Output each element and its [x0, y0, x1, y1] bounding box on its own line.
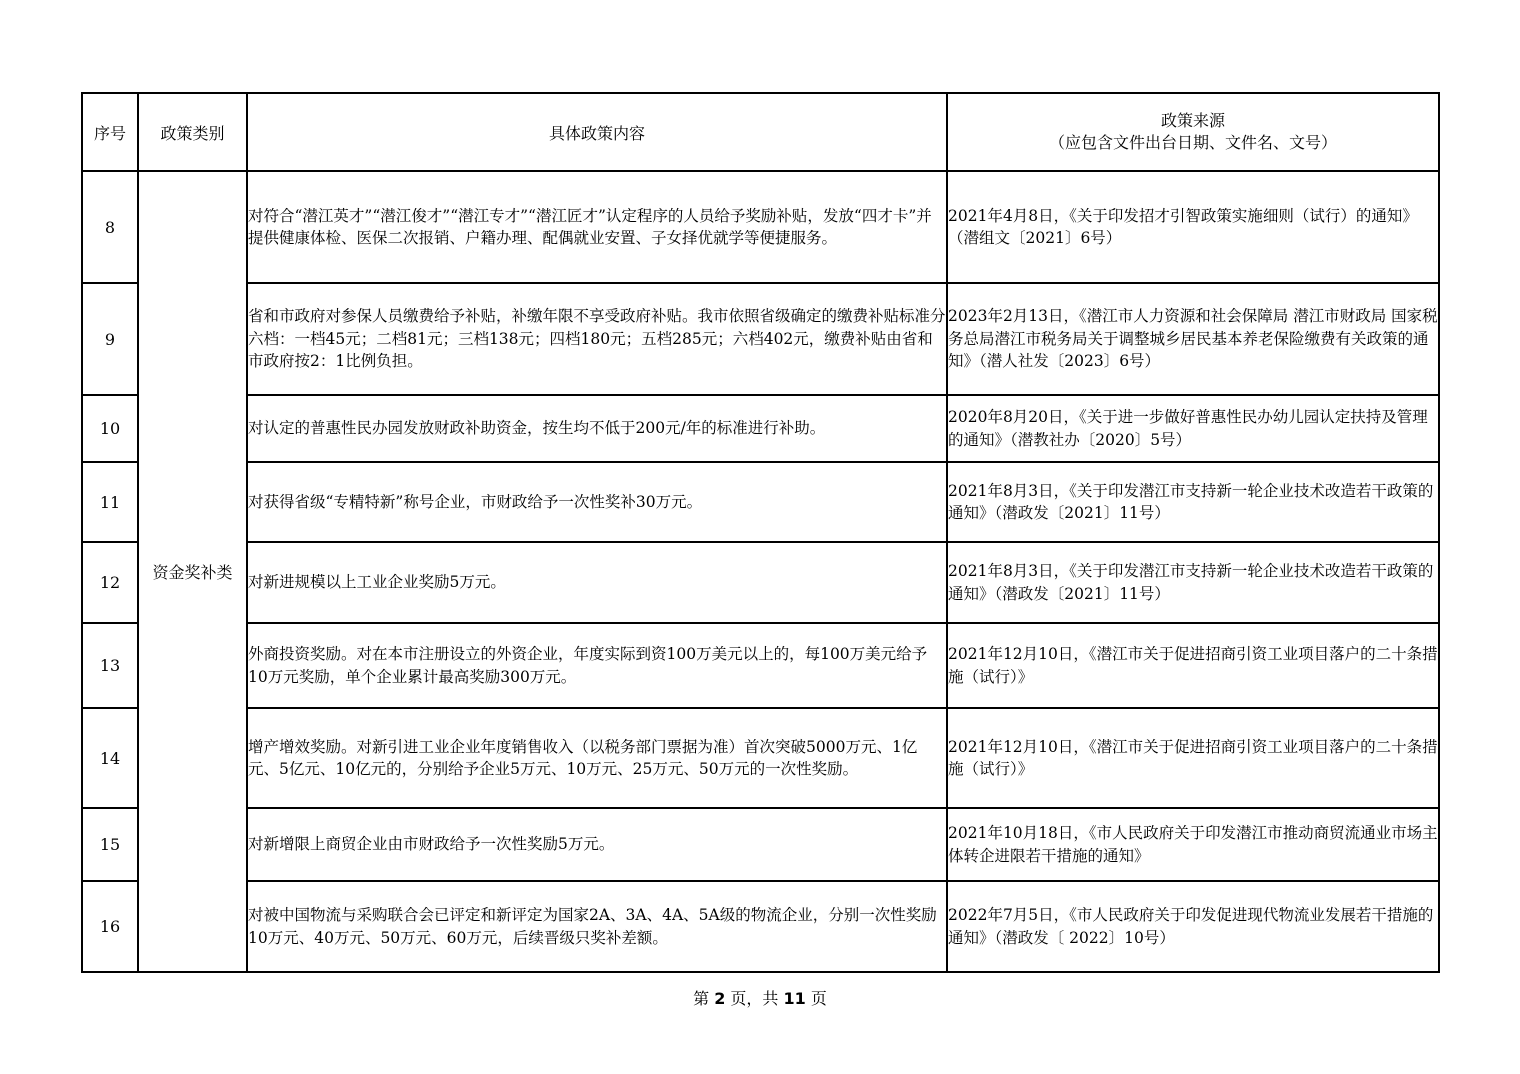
policy-content: 对新进规模以上工业企业奖励5万元。	[247, 542, 947, 623]
table-row	[82, 708, 1439, 808]
row-number: 14	[82, 708, 138, 808]
header-source	[947, 93, 1439, 171]
row-number: 15	[82, 808, 138, 881]
row-number: 9	[82, 283, 138, 395]
table-row	[82, 462, 1439, 542]
header-category: 政策类别	[138, 93, 247, 171]
page-footer	[0, 986, 1520, 1009]
table-header-row	[82, 93, 1439, 171]
footer-prefix: 第	[693, 989, 710, 1008]
policy-content: 外商投资奖励。对在本市注册设立的外资企业，年度实际到资100万美元以上的，每100万美元给予10万元奖励，单个企业累计最高奖励300万元。	[247, 623, 947, 708]
policy-source: 2021年4月8日，《关于印发招才引智政策实施细则（试行）的通知》（潜组文〔2021〕6号）	[947, 171, 1439, 283]
policy-content: 增产增效奖励。对新引进工业企业年度销售收入（以税务部门票据为准）首次突破5000万元、1亿元、5亿元、10亿元的，分别给予企业5万元、10万元、25万元、50万元的一次性奖励。	[247, 708, 947, 808]
header-content: 具体政策内容	[247, 93, 947, 171]
policy-table	[81, 92, 1440, 973]
policy-source: 2021年8月3日，《关于印发潜江市支持新一轮企业技术改造若干政策的通知》（潜政发〔2021〕11号）	[947, 542, 1439, 623]
footer-total-pages: 11	[783, 989, 806, 1008]
policy-source: 2023年2月13日，《潜江市人力资源和社会保障局 潜江市财政局 国家税务总局潜江市税务局关于调整城乡居民基本养老保险缴费有关政策的通知》（潜人社发〔2023〕6号）	[947, 283, 1439, 395]
header-source-note: （应包含文件出台日期、文件名、文号）	[1048, 133, 1337, 152]
row-number: 10	[82, 395, 138, 462]
policy-source: 2021年10月18日，《市人民政府关于印发潜江市推动商贸流通业市场主体转企进限若干措施的通知》	[947, 808, 1439, 881]
row-number: 8	[82, 171, 138, 283]
row-number: 13	[82, 623, 138, 708]
table-row	[82, 623, 1439, 708]
policy-source: 2020年8月20日，《关于进一步做好普惠性民办幼儿园认定扶持及管理的通知》（潜教社办〔2020〕5号）	[947, 395, 1439, 462]
category-cell: 资金奖补类	[138, 171, 247, 972]
footer-middle: 页，共	[730, 989, 779, 1008]
table-row	[82, 171, 1439, 283]
table-row	[82, 881, 1439, 972]
policy-source: 2021年12月10日，《潜江市关于促进招商引资工业项目落户的二十条措施（试行）》	[947, 708, 1439, 808]
policy-content: 省和市政府对参保人员缴费给予补贴，补缴年限不享受政府补贴。我市依照省级确定的缴费补贴标准分六档：一档45元；二档81元；三档138元；四档180元；五档285元；六档402元，缴费补贴由省和市政府按2：1比例负担。	[247, 283, 947, 395]
policy-content: 对被中国物流与采购联合会已评定和新评定为国家2A、3A、4A、5A级的物流企业，分别一次性奖励10万元、40万元、50万元、60万元，后续晋级只奖补差额。	[247, 881, 947, 972]
policy-source: 2021年12月10日，《潜江市关于促进招商引资工业项目落户的二十条措施（试行）》	[947, 623, 1439, 708]
header-seq: 序号	[82, 93, 138, 171]
policy-content: 对获得省级“专精特新”称号企业，市财政给予一次性奖补30万元。	[247, 462, 947, 542]
policy-source: 2021年8月3日，《关于印发潜江市支持新一轮企业技术改造若干政策的通知》（潜政发〔2021〕11号）	[947, 462, 1439, 542]
policy-content: 对新增限上商贸企业由市财政给予一次性奖励5万元。	[247, 808, 947, 881]
table-row	[82, 283, 1439, 395]
header-source-title: 政策来源	[1160, 111, 1225, 130]
table-row	[82, 808, 1439, 881]
policy-content: 对认定的普惠性民办园发放财政补助资金，按生均不低于200元/年的标准进行补助。	[247, 395, 947, 462]
table-row	[82, 542, 1439, 623]
footer-suffix: 页	[810, 989, 827, 1008]
table-row	[82, 395, 1439, 462]
row-number: 16	[82, 881, 138, 972]
footer-page-number: 2	[714, 989, 726, 1008]
row-number: 11	[82, 462, 138, 542]
policy-content: 对符合“潜江英才”“潜江俊才”“潜江专才”“潜江匠才”认定程序的人员给予奖励补贴，发放“四才卡”并提供健康体检、医保二次报销、户籍办理、配偶就业安置、子女择优就学等便捷服务。	[247, 171, 947, 283]
row-number: 12	[82, 542, 138, 623]
policy-source: 2022年7月5日，《市人民政府关于印发促进现代物流业发展若干措施的通知》（潜政发〔 2022〕10号）	[947, 881, 1439, 972]
